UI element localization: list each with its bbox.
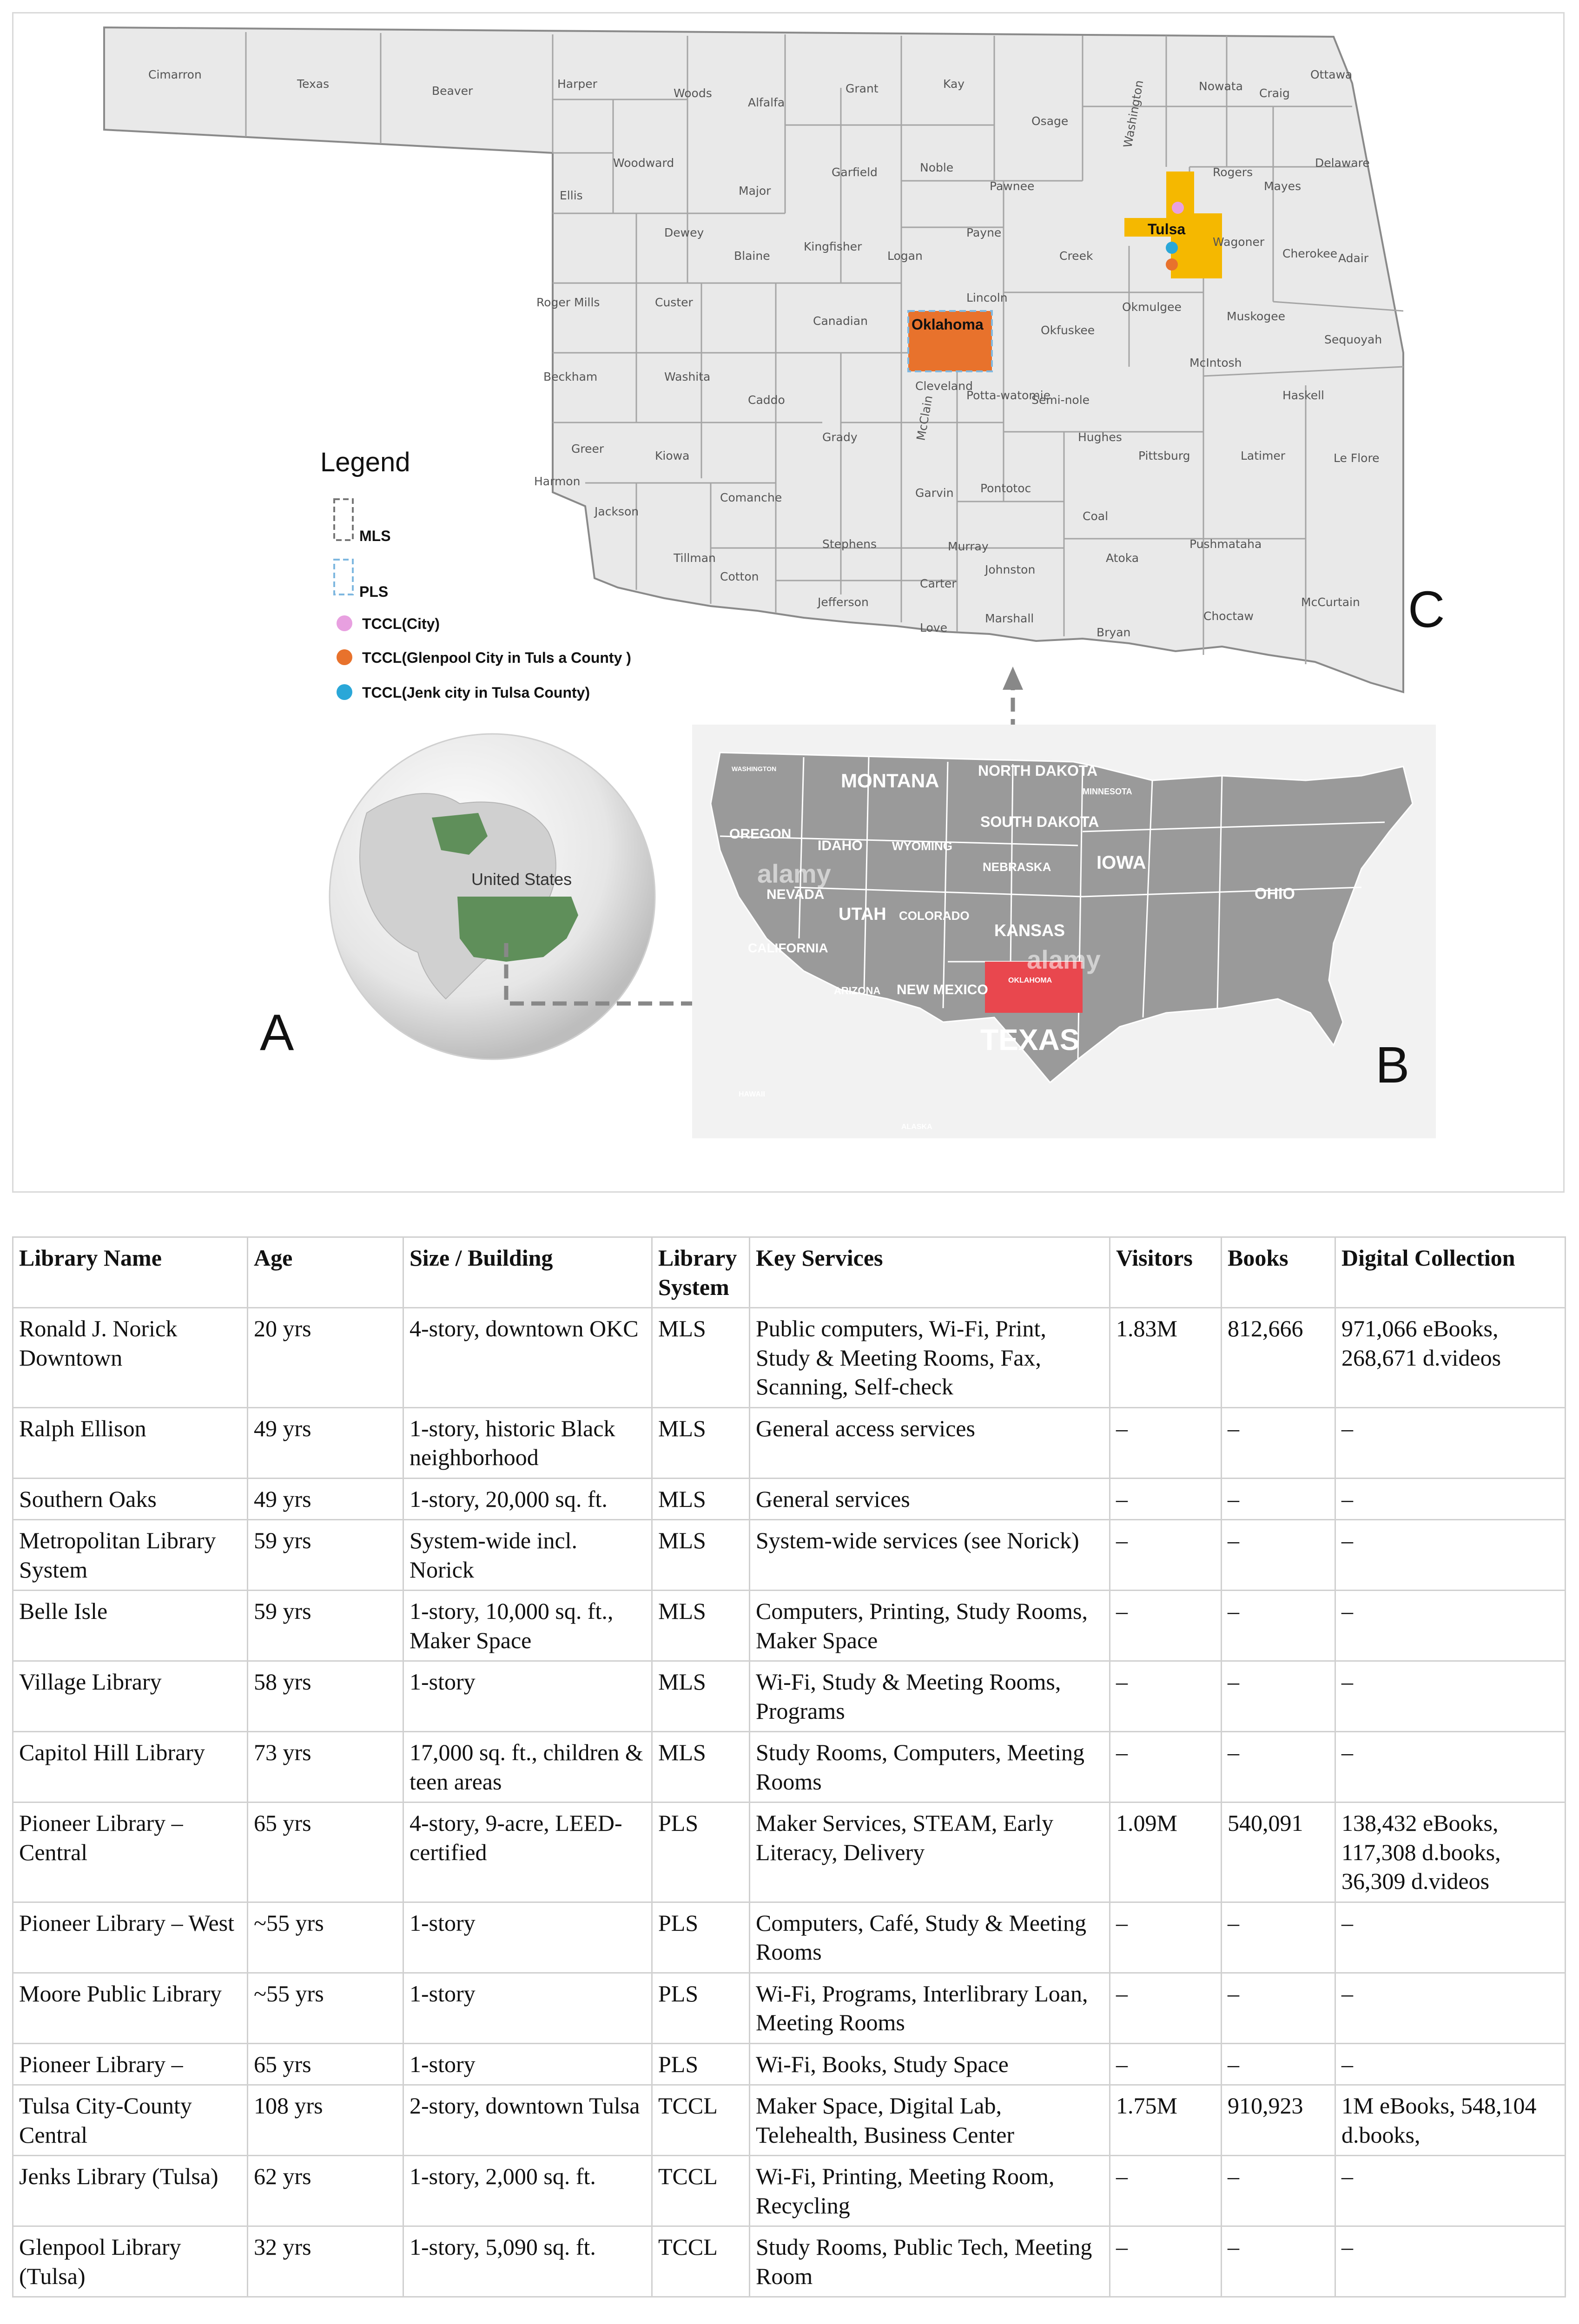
table-cell: Pioneer Library – West bbox=[13, 1902, 248, 1973]
panel-label-b: B bbox=[1375, 1037, 1410, 1094]
county-label: Hughes bbox=[1078, 430, 1122, 444]
table-cell: – bbox=[1222, 1591, 1335, 1661]
county-label: Latimer bbox=[1241, 449, 1286, 462]
county-label: Craig bbox=[1259, 86, 1290, 100]
county-label: Okfuskee bbox=[1041, 324, 1095, 337]
state-label-new-mexico: NEW MEXICO bbox=[897, 982, 988, 997]
county-label: Ottawa bbox=[1310, 68, 1353, 81]
table-cell: – bbox=[1222, 1902, 1335, 1973]
table-cell: 138,432 eBooks, 117,308 d.books, 36,309 d.videos bbox=[1335, 1802, 1566, 1902]
table-cell: 1.83M bbox=[1110, 1308, 1222, 1408]
table-cell: Wi-Fi, Printing, Meeting Room, Recycling bbox=[750, 2156, 1110, 2226]
county-label: Washington bbox=[1121, 79, 1146, 149]
state-label-nebraska: NEBRASKA bbox=[983, 860, 1051, 874]
legend-tccl-glenpool-dot bbox=[337, 649, 352, 665]
county-label: Grant bbox=[846, 82, 879, 95]
library-table bbox=[12, 1236, 1566, 2298]
county-label: Canadian bbox=[813, 314, 868, 328]
table-cell: MLS bbox=[652, 1591, 750, 1661]
header-digital-collection: Digital Collection bbox=[1335, 1237, 1566, 1308]
county-label: Garfield bbox=[832, 165, 878, 179]
table-cell: – bbox=[1110, 1407, 1222, 1478]
table-cell: 1M eBooks, 548,104 d.books, bbox=[1335, 2085, 1566, 2156]
table-cell: – bbox=[1335, 2156, 1566, 2226]
state-label-minnesota: MINNESOTA bbox=[1083, 787, 1132, 796]
table-cell: – bbox=[1335, 1520, 1566, 1591]
table-cell: – bbox=[1335, 1661, 1566, 1732]
county-label: Jackson bbox=[595, 505, 639, 518]
table-cell: Glenpool Library (Tulsa) bbox=[13, 2226, 248, 2297]
county-label: Pontotoc bbox=[980, 482, 1031, 495]
county-label: Payne bbox=[966, 226, 1002, 239]
county-label: Texas bbox=[297, 77, 330, 91]
county-label: Sequoyah bbox=[1324, 333, 1382, 346]
county-label: Creek bbox=[1059, 249, 1093, 263]
table-cell: – bbox=[1110, 1591, 1222, 1661]
county-label: Haskell bbox=[1282, 389, 1325, 402]
table-cell: PLS bbox=[652, 1802, 750, 1902]
library-table-panel bbox=[12, 1236, 1565, 2298]
table-cell: 17,000 sq. ft., children & teen areas bbox=[403, 1732, 652, 1802]
table-cell: – bbox=[1110, 2156, 1222, 2226]
county-label: Wagoner bbox=[1213, 235, 1265, 249]
table-cell: 65 yrs bbox=[248, 2043, 403, 2085]
header-size-building: Size / Building bbox=[403, 1237, 652, 1308]
table-cell: 1-story, 5,090 sq. ft. bbox=[403, 2226, 652, 2297]
table-cell: MLS bbox=[652, 1478, 750, 1520]
table-row bbox=[13, 1478, 1566, 1520]
tulsa-highlight-label: Tulsa bbox=[1148, 221, 1186, 238]
table-row bbox=[13, 1520, 1566, 1591]
table-row bbox=[13, 1902, 1566, 1973]
table-cell: 1-story bbox=[403, 2043, 652, 2085]
table-cell: 4-story, downtown OKC bbox=[403, 1308, 652, 1408]
legend-tccl-city-dot bbox=[337, 615, 352, 631]
table-cell: PLS bbox=[652, 2043, 750, 2085]
table-cell: – bbox=[1335, 2226, 1566, 2297]
table-cell: MLS bbox=[652, 1661, 750, 1732]
table-cell: System-wide services (see Norick) bbox=[750, 1520, 1110, 1591]
state-label-utah: UTAH bbox=[839, 905, 886, 924]
table-cell: – bbox=[1110, 2226, 1222, 2297]
table-cell: PLS bbox=[652, 1973, 750, 2043]
table-cell: Study Rooms, Public Tech, Meeting Room bbox=[750, 2226, 1110, 2297]
table-cell: MLS bbox=[652, 1732, 750, 1802]
state-label-colorado: COLORADO bbox=[899, 909, 970, 923]
table-cell: Moore Public Library bbox=[13, 1973, 248, 2043]
legend-tccl-jenks-label: TCCL(Jenk city in Tulsa County) bbox=[362, 684, 590, 701]
state-label-texas: TEXAS bbox=[980, 1023, 1080, 1056]
tccl-city-marker bbox=[1172, 202, 1184, 214]
county-label: Cleveland bbox=[915, 379, 973, 393]
table-cell: – bbox=[1110, 1478, 1222, 1520]
legend-pls-swatch bbox=[334, 560, 353, 594]
header-library-name: Library Name bbox=[13, 1237, 248, 1308]
table-cell: Public computers, Wi-Fi, Print, Study & Meeting Rooms, Fax, Scanning, Self-check bbox=[750, 1308, 1110, 1408]
county-label: Kingfisher bbox=[804, 240, 862, 253]
table-cell: – bbox=[1222, 1407, 1335, 1478]
table-cell: Jenks Library (Tulsa) bbox=[13, 2156, 248, 2226]
table-cell: – bbox=[1222, 2226, 1335, 2297]
state-label-arizona: ARIZONA bbox=[834, 985, 881, 997]
county-label: Marshall bbox=[985, 612, 1034, 625]
county-label: Roger Mills bbox=[536, 296, 600, 309]
county-label: Johnston bbox=[985, 563, 1036, 576]
table-row bbox=[13, 1661, 1566, 1732]
table-cell: 1-story bbox=[403, 1973, 652, 2043]
table-cell: 59 yrs bbox=[248, 1591, 403, 1661]
county-label: Caddo bbox=[748, 393, 785, 407]
county-label: Grady bbox=[822, 430, 858, 444]
table-cell: – bbox=[1335, 1591, 1566, 1661]
table-cell: – bbox=[1222, 1973, 1335, 2043]
alamy-watermark-2: alamy bbox=[1027, 945, 1101, 974]
county-label: Dewey bbox=[664, 226, 704, 239]
county-label: Okmulgee bbox=[1122, 300, 1182, 314]
table-cell: 58 yrs bbox=[248, 1661, 403, 1732]
county-label: Kiowa bbox=[655, 449, 690, 462]
county-label: Bryan bbox=[1097, 626, 1131, 639]
table-cell: 540,091 bbox=[1222, 1802, 1335, 1902]
county-label: Harper bbox=[557, 77, 597, 91]
state-label-wyoming: WYOMING bbox=[892, 839, 952, 853]
county-label: Alfalfa bbox=[748, 96, 785, 109]
county-label: Muskogee bbox=[1227, 310, 1285, 323]
county-label: Washita bbox=[664, 370, 711, 383]
table-cell: General services bbox=[750, 1478, 1110, 1520]
table-cell: – bbox=[1110, 1902, 1222, 1973]
table-cell: 59 yrs bbox=[248, 1520, 403, 1591]
state-label-kansas: KANSAS bbox=[994, 921, 1065, 940]
table-cell: 1-story, historic Black neighborhood bbox=[403, 1407, 652, 1478]
table-cell: Computers, Café, Study & Meeting Rooms bbox=[750, 1902, 1110, 1973]
county-label: McClain bbox=[914, 394, 935, 442]
county-label: Noble bbox=[920, 161, 954, 174]
state-label-north-dakota: NORTH DAKOTA bbox=[978, 762, 1098, 779]
table-cell: 1.75M bbox=[1110, 2085, 1222, 2156]
table-cell: ~55 yrs bbox=[248, 1902, 403, 1973]
county-label: Pushmataha bbox=[1189, 537, 1262, 551]
county-label: Stephens bbox=[822, 537, 877, 551]
header-visitors: Visitors bbox=[1110, 1237, 1222, 1308]
table-cell: System-wide incl. Norick bbox=[403, 1520, 652, 1591]
us-map-panel bbox=[692, 725, 1436, 1138]
table-cell: 4-story, 9-acre, LEED-certified bbox=[403, 1802, 652, 1902]
table-row bbox=[13, 1591, 1566, 1661]
county-label: Custer bbox=[655, 296, 693, 309]
header-key-services: Key Services bbox=[750, 1237, 1110, 1308]
table-cell: – bbox=[1335, 1973, 1566, 2043]
table-cell: – bbox=[1335, 1902, 1566, 1973]
county-label: McIntosh bbox=[1189, 356, 1242, 370]
state-label-oregon: OREGON bbox=[729, 826, 792, 842]
globe-panel bbox=[260, 734, 655, 1061]
table-row bbox=[13, 1973, 1566, 2043]
table-cell: TCCL bbox=[652, 2085, 750, 2156]
table-cell: Wi-Fi, Study & Meeting Rooms, Programs bbox=[750, 1661, 1110, 1732]
map-figure-panel bbox=[12, 12, 1565, 1193]
county-label: Comanche bbox=[720, 491, 782, 504]
table-cell: – bbox=[1222, 1661, 1335, 1732]
legend-pls-label: PLS bbox=[359, 583, 389, 600]
legend-mls-swatch bbox=[334, 499, 353, 540]
table-cell: Southern Oaks bbox=[13, 1478, 248, 1520]
header-age: Age bbox=[248, 1237, 403, 1308]
table-cell: – bbox=[1110, 1520, 1222, 1591]
table-cell: – bbox=[1222, 1520, 1335, 1591]
table-row bbox=[13, 2156, 1566, 2226]
table-cell: – bbox=[1110, 1973, 1222, 2043]
county-label: Harmon bbox=[534, 475, 581, 488]
county-label: Beaver bbox=[432, 84, 473, 98]
header-books: Books bbox=[1222, 1237, 1335, 1308]
table-header-row bbox=[13, 1237, 1566, 1308]
table-cell: TCCL bbox=[652, 2156, 750, 2226]
table-cell: 910,923 bbox=[1222, 2085, 1335, 2156]
table-cell: 1-story, 10,000 sq. ft., Maker Space bbox=[403, 1591, 652, 1661]
panel-label-c: C bbox=[1408, 581, 1445, 638]
table-cell: 1-story bbox=[403, 1902, 652, 1973]
header-library-system: Library System bbox=[652, 1237, 750, 1308]
county-label: Kay bbox=[943, 77, 965, 91]
county-label: Semi-nole bbox=[1031, 393, 1090, 407]
county-label: Atoka bbox=[1106, 551, 1139, 565]
county-label: Adair bbox=[1338, 251, 1369, 265]
table-cell: 73 yrs bbox=[248, 1732, 403, 1802]
table-cell: 1-story, 2,000 sq. ft. bbox=[403, 2156, 652, 2226]
table-cell: Ralph Ellison bbox=[13, 1407, 248, 1478]
table-cell: MLS bbox=[652, 1407, 750, 1478]
legend-title: Legend bbox=[320, 447, 410, 477]
table-cell: – bbox=[1222, 2156, 1335, 2226]
table-row bbox=[13, 1308, 1566, 1408]
state-label-ohio: OHIO bbox=[1255, 885, 1295, 903]
table-cell: 971,066 eBooks, 268,671 d.videos bbox=[1335, 1308, 1566, 1408]
county-label: Coal bbox=[1083, 509, 1109, 523]
table-cell: Maker Services, STEAM, Early Literacy, Delivery bbox=[750, 1802, 1110, 1902]
arrow-head-up bbox=[1003, 667, 1023, 690]
table-body bbox=[13, 1308, 1566, 2297]
county-label: Pawnee bbox=[990, 179, 1035, 193]
state-label-nevada: NEVADA bbox=[766, 887, 825, 902]
state-label-washington: WASHINGTON bbox=[732, 765, 777, 772]
legend-tccl-glenpool-label: TCCL(Glenpool City in Tuls a County ) bbox=[362, 649, 631, 666]
table-cell: – bbox=[1222, 1732, 1335, 1802]
table-cell: Maker Space, Digital Lab, Telehealth, Business Center bbox=[750, 2085, 1110, 2156]
table-cell: MLS bbox=[652, 1308, 750, 1408]
county-label: Greer bbox=[571, 442, 604, 456]
table-cell: Capitol Hill Library bbox=[13, 1732, 248, 1802]
table-cell: – bbox=[1222, 1478, 1335, 1520]
county-label: Murray bbox=[948, 540, 989, 553]
table-cell: – bbox=[1335, 1407, 1566, 1478]
legend-mls-label: MLS bbox=[359, 528, 391, 544]
table-cell: 65 yrs bbox=[248, 1802, 403, 1902]
table-cell: MLS bbox=[652, 1520, 750, 1591]
table-row bbox=[13, 2085, 1566, 2156]
county-label: Pittsburg bbox=[1138, 449, 1190, 462]
table-cell: 812,666 bbox=[1222, 1308, 1335, 1408]
table-cell: General access services bbox=[750, 1407, 1110, 1478]
state-label-alaska: ALASKA bbox=[901, 1123, 932, 1131]
table-cell: – bbox=[1110, 1732, 1222, 1802]
figure-svg bbox=[13, 13, 1563, 1191]
table-cell: – bbox=[1335, 2043, 1566, 2085]
county-label: Choctaw bbox=[1203, 609, 1254, 623]
county-label: Tillman bbox=[674, 551, 716, 565]
state-label-montana: MONTANA bbox=[841, 770, 939, 792]
state-label-hawaii: HAWAII bbox=[739, 1090, 765, 1098]
county-label: Nowata bbox=[1199, 79, 1243, 93]
table-cell: 2-story, downtown Tulsa bbox=[403, 2085, 652, 2156]
oklahoma-county-map bbox=[104, 27, 1445, 692]
county-label: Woodward bbox=[613, 156, 674, 170]
globe-united-states-label: United States bbox=[471, 870, 572, 889]
county-label: Lincoln bbox=[966, 291, 1008, 304]
county-label: Blaine bbox=[734, 249, 770, 263]
state-label-california: CALIFORNIA bbox=[748, 941, 828, 955]
table-cell: – bbox=[1110, 2043, 1222, 2085]
table-row bbox=[13, 2226, 1566, 2297]
county-label: Ellis bbox=[560, 189, 583, 202]
table-cell: 49 yrs bbox=[248, 1478, 403, 1520]
table-cell: Wi-Fi, Programs, Interlibrary Loan, Meeting Rooms bbox=[750, 1973, 1110, 2043]
oklahoma-highlight-label: Oklahoma bbox=[912, 316, 984, 333]
table-cell: Wi-Fi, Books, Study Space bbox=[750, 2043, 1110, 2085]
county-label: Major bbox=[739, 184, 771, 198]
county-label: Love bbox=[920, 621, 947, 634]
table-cell: 1-story, 20,000 sq. ft. bbox=[403, 1478, 652, 1520]
table-cell: 62 yrs bbox=[248, 2156, 403, 2226]
table-cell: – bbox=[1335, 1732, 1566, 1802]
panel-label-a: A bbox=[260, 1004, 294, 1061]
county-label: Mayes bbox=[1264, 179, 1302, 193]
county-label: Jefferson bbox=[818, 595, 869, 609]
legend-tccl-jenks-dot bbox=[337, 684, 352, 700]
table-row bbox=[13, 1802, 1566, 1902]
state-label-iowa: IOWA bbox=[1097, 852, 1146, 873]
table-cell: 49 yrs bbox=[248, 1407, 403, 1478]
county-label: Beckham bbox=[543, 370, 598, 383]
table-cell: 108 yrs bbox=[248, 2085, 403, 2156]
table-cell: – bbox=[1222, 2043, 1335, 2085]
table-cell: Belle Isle bbox=[13, 1591, 248, 1661]
oklahoma-usmap-label: OKLAHOMA bbox=[1008, 977, 1052, 984]
county-label: Le Flore bbox=[1334, 451, 1380, 465]
table-cell: Metropolitan Library System bbox=[13, 1520, 248, 1591]
table-cell: 20 yrs bbox=[248, 1308, 403, 1408]
county-label: Cherokee bbox=[1282, 247, 1338, 260]
table-row bbox=[13, 1732, 1566, 1802]
table-cell: TCCL bbox=[652, 2226, 750, 2297]
county-label: Cotton bbox=[720, 570, 759, 583]
legend-tccl-city-label: TCCL(City) bbox=[362, 615, 440, 632]
state-label-idaho: IDAHO bbox=[818, 838, 863, 853]
county-label: Osage bbox=[1031, 114, 1069, 128]
table-cell: 1.09M bbox=[1110, 1802, 1222, 1902]
table-cell: 32 yrs bbox=[248, 2226, 403, 2297]
table-cell: ~55 yrs bbox=[248, 1973, 403, 2043]
table-cell: Village Library bbox=[13, 1661, 248, 1732]
tccl-glenpool-marker bbox=[1166, 258, 1178, 271]
alamy-watermark-1: alamy bbox=[757, 859, 831, 888]
table-row bbox=[13, 2043, 1566, 2085]
table-cell: – bbox=[1110, 1661, 1222, 1732]
table-cell: Ronald J. Norick Downtown bbox=[13, 1308, 248, 1408]
county-label: McCurtain bbox=[1301, 595, 1360, 609]
table-row bbox=[13, 1407, 1566, 1478]
table-cell: – bbox=[1335, 1478, 1566, 1520]
table-cell: 1-story bbox=[403, 1661, 652, 1732]
county-label: Garvin bbox=[915, 486, 954, 500]
county-label: Potta-watomie bbox=[966, 389, 1050, 402]
table-cell: Computers, Printing, Study Rooms, Maker Space bbox=[750, 1591, 1110, 1661]
table-cell: Pioneer Library – bbox=[13, 2043, 248, 2085]
county-label: Logan bbox=[887, 249, 923, 263]
county-label: Woods bbox=[674, 86, 712, 100]
table-cell: Pioneer Library – Central bbox=[13, 1802, 248, 1902]
county-label: Cimarron bbox=[148, 68, 202, 81]
state-label-south-dakota: SOUTH DAKOTA bbox=[980, 813, 1099, 830]
county-label: Delaware bbox=[1315, 156, 1370, 170]
table-cell: PLS bbox=[652, 1902, 750, 1973]
county-label: Carter bbox=[920, 577, 957, 590]
table-cell: Study Rooms, Computers, Meeting Rooms bbox=[750, 1732, 1110, 1802]
tccl-jenks-marker bbox=[1166, 242, 1178, 254]
table-cell: Tulsa City-County Central bbox=[13, 2085, 248, 2156]
county-label: Rogers bbox=[1213, 165, 1253, 179]
